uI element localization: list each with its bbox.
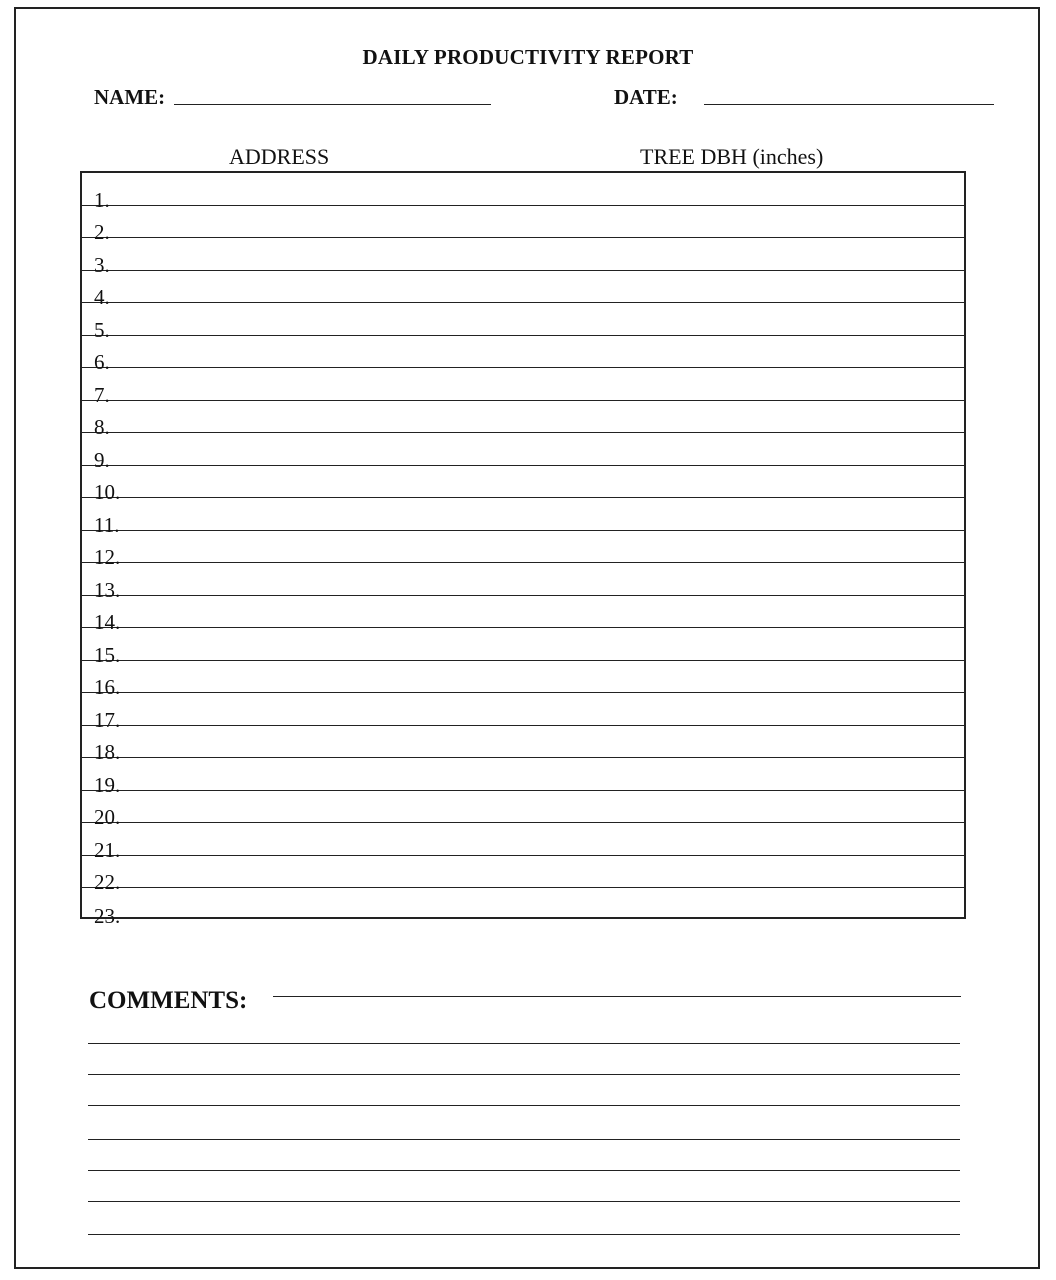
row-number: 6.	[94, 350, 110, 374]
comment-line[interactable]	[88, 1074, 960, 1075]
row-number: 3.	[94, 252, 110, 277]
comment-line[interactable]	[273, 996, 961, 997]
row-number: 5.	[94, 317, 110, 342]
table-row[interactable]	[82, 661, 964, 699]
table-row[interactable]	[82, 888, 964, 928]
row-number: 14.	[94, 610, 121, 634]
table-row[interactable]	[82, 758, 964, 797]
table-row[interactable]	[82, 531, 964, 569]
comment-line[interactable]	[88, 1234, 960, 1235]
table-row[interactable]	[82, 823, 964, 862]
name-label: NAME:	[94, 85, 166, 109]
row-number: 22.	[94, 870, 121, 894]
name-field[interactable]	[174, 104, 491, 105]
row-number: 1.	[94, 187, 110, 212]
row-number: 13.	[94, 577, 121, 602]
table-row[interactable]	[82, 401, 964, 439]
row-number: 8.	[94, 415, 110, 439]
row-number: 21.	[94, 837, 121, 862]
table-row[interactable]	[82, 433, 964, 472]
table-row[interactable]	[82, 856, 964, 894]
address-column-header: ADDRESS	[229, 144, 330, 169]
row-number: 19.	[94, 772, 121, 797]
tree-dbh-column-header: TREE DBH (inches)	[640, 144, 824, 169]
row-number: 2.	[94, 220, 110, 244]
row-number: 12.	[94, 545, 121, 569]
row-number: 7.	[94, 382, 110, 407]
table-row[interactable]	[82, 466, 964, 504]
table-row[interactable]	[82, 791, 964, 829]
row-number: 17.	[94, 707, 121, 732]
row-number: 4.	[94, 285, 110, 309]
row-number: 20.	[94, 805, 121, 829]
table-row[interactable]	[82, 563, 964, 602]
table-row[interactable]	[82, 336, 964, 374]
row-number: 11.	[94, 512, 120, 537]
date-label: DATE:	[614, 85, 678, 109]
row-number: 18.	[94, 740, 121, 764]
date-field[interactable]	[704, 104, 994, 105]
entry-table	[80, 171, 966, 928]
comment-line[interactable]	[88, 1170, 960, 1171]
comment-line[interactable]	[88, 1139, 960, 1140]
table-row[interactable]	[82, 628, 964, 667]
comment-line[interactable]	[88, 1043, 960, 1044]
row-number: 16.	[94, 675, 121, 699]
table-row[interactable]	[82, 368, 964, 407]
table-row[interactable]	[82, 726, 964, 764]
row-number: 15.	[94, 642, 121, 667]
table-row[interactable]	[82, 271, 964, 309]
table-row[interactable]	[82, 498, 964, 537]
table-row[interactable]	[82, 596, 964, 634]
comment-line[interactable]	[88, 1201, 960, 1202]
row-number: 10.	[94, 480, 121, 504]
table-row[interactable]	[82, 303, 964, 342]
comments-label: COMMENTS:	[89, 987, 248, 1014]
comment-line[interactable]	[88, 1105, 960, 1106]
row-number: 9.	[94, 447, 110, 472]
table-row[interactable]	[82, 238, 964, 277]
page-title: DAILY PRODUCTIVITY REPORT	[362, 45, 694, 69]
table-row[interactable]	[82, 206, 964, 244]
table-row[interactable]	[82, 693, 964, 732]
table-row[interactable]	[82, 173, 964, 212]
row-number: 23.	[94, 903, 121, 928]
